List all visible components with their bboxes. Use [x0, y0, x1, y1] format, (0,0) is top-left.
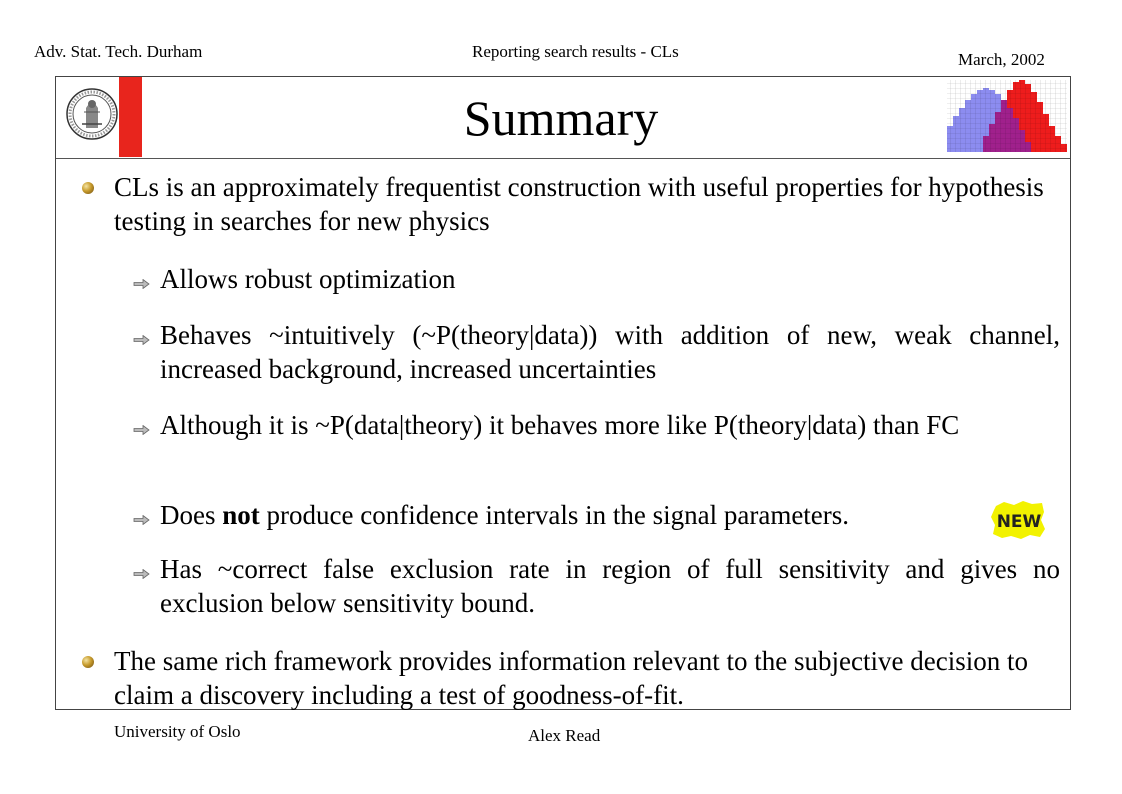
sub-bullet-text: Although it is ~P(data|theory) it behaves more like P(theory|data) than FC [160, 410, 960, 440]
new-badge-icon [990, 500, 1046, 545]
title-divider [56, 158, 1070, 159]
footer-author: Alex Read [528, 726, 601, 745]
sub-bullet-item [160, 498, 990, 532]
header-center: Reporting search results - CLs [472, 42, 679, 61]
sub-bullet-text-pre: Does [160, 500, 223, 530]
bullet-item [114, 170, 1044, 238]
bullet-text: CLs is an approximately frequentist construction with useful properties for hypothesis testing in searches for new physics [114, 172, 1044, 236]
sub-bullet-text-post: produce confidence intervals in the signal parameters. [259, 500, 850, 530]
sub-bullet-text: Behaves ~intuitively (~P(theory|data)) with addition of new, weak channel, increased background, increased uncertainties [160, 320, 1060, 384]
header-left: Adv. Stat. Tech. Durham [34, 42, 203, 61]
new-badge-label: NEW [996, 512, 1042, 532]
sub-bullet-item [160, 262, 1060, 296]
arrow-bullet-icon [133, 279, 150, 289]
footer-left: University of Oslo [114, 722, 241, 741]
page-title: Summary [463, 90, 659, 146]
sub-bullet-item [160, 408, 1060, 442]
bullet-ball-icon [82, 656, 94, 668]
arrow-bullet-icon [133, 569, 150, 579]
arrow-bullet-icon [133, 335, 150, 345]
arrow-bullet-icon [133, 515, 150, 525]
emphasis-not: not [222, 500, 260, 530]
bullet-text: The same rich framework provides information relevant to the subjective decision to claim a discovery including a test of goodness-of-fit. [114, 646, 1028, 710]
sub-bullet-item [160, 318, 1060, 386]
arrow-bullet-icon [133, 425, 150, 435]
header-date: March, 2002 [958, 50, 1045, 69]
sub-bullet-text: Has ~correct false exclusion rate in region of full sensitivity and gives no exclusion below sensitivity bound. [160, 554, 1060, 618]
histogram-icon [945, 78, 1093, 159]
bullet-ball-icon [82, 182, 94, 194]
sub-bullet-item [160, 552, 1060, 620]
bullet-item [114, 644, 1044, 712]
sub-bullet-text: Allows robust optimization [160, 264, 456, 294]
